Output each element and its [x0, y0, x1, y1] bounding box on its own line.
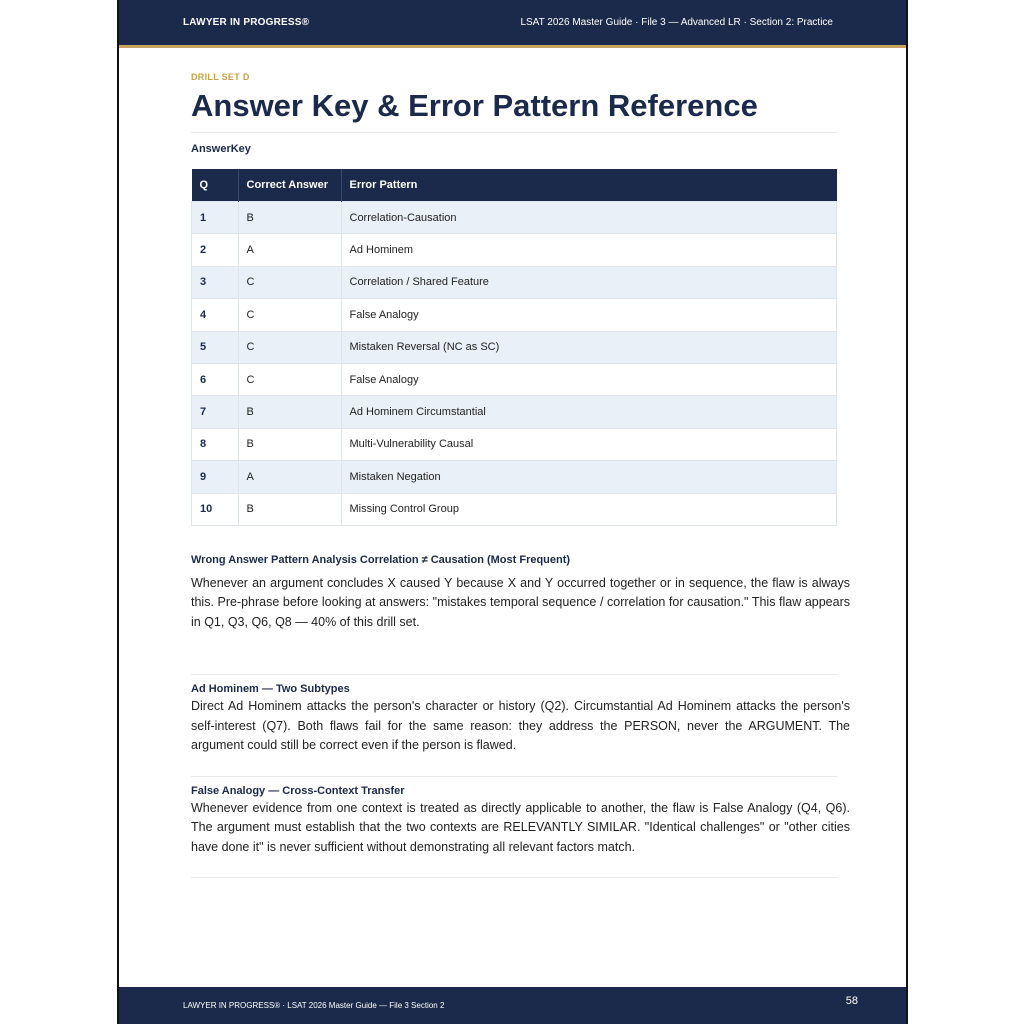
- cell-answer: A: [238, 461, 341, 493]
- page-number: 58: [845, 995, 858, 1007]
- answer-key-table: [191, 169, 837, 526]
- cell-question: 2: [192, 234, 239, 266]
- cell-pattern: Ad Hominem Circumstantial: [341, 396, 837, 428]
- section-ad-hominem: [191, 683, 850, 756]
- section-false-analogy: [191, 784, 850, 858]
- table-row: [192, 363, 837, 395]
- cell-answer: B: [238, 493, 341, 525]
- section-body: Direct Ad Hominem attacks the person's character or history (Q2). Circumstantial Ad Hominem attacks the person's self-interest (Q7). Both flaws fail for the same reason: they address the PERSON, never the ARGUMENT. The argument could still be correct even if the person is flawed.: [191, 699, 850, 753]
- section-body: Whenever an argument concludes X caused Y because X and Y occurred together or in sequence, the flaw is always this. Pre-phrase before looking at answers: "mistakes temporal sequence / correlation for causation." This flaw appears in Q1, Q3, Q6, Q8 — 40% of this drill set.: [191, 575, 850, 629]
- page-title: Answer Key & Error Pattern Reference: [191, 86, 837, 133]
- column-header-pattern: Error Pattern: [341, 169, 837, 202]
- cell-pattern: Correlation-Causation: [341, 202, 837, 234]
- cell-pattern: Mistaken Negation: [341, 461, 837, 493]
- column-header-q: Q: [192, 169, 239, 202]
- section-body: Whenever evidence from one context is treated as directly applicable to another, the flaw is False Analogy (Q4, Q6). The argument must establish that the two contexts are RELEVANTLY SIMILAR. "Identical challenges" or "other cities have done it" is never sufficient without demonstrating all relevant factors match.: [191, 800, 850, 854]
- section-correlation: [191, 553, 850, 633]
- cell-pattern: Ad Hominem: [341, 234, 837, 266]
- cell-pattern: Multi-Vulnerability Causal: [341, 428, 837, 460]
- header-brand: LAWYER IN PROGRESS®: [183, 17, 310, 28]
- answer-key-label: AnswerKey: [191, 143, 251, 155]
- cell-pattern: Missing Control Group: [341, 493, 837, 525]
- cell-question: 9: [192, 461, 239, 493]
- cell-pattern: False Analogy: [341, 363, 837, 395]
- cell-question: 5: [192, 331, 239, 363]
- cell-question: 10: [192, 493, 239, 525]
- section-eyebrow: DRILL SET D: [191, 72, 250, 82]
- table-row: [192, 461, 837, 493]
- table-row: [192, 396, 837, 428]
- cell-question: 3: [192, 266, 239, 298]
- cell-pattern: Mistaken Reversal (NC as SC): [341, 331, 837, 363]
- cell-question: 8: [192, 428, 239, 460]
- table-row: [192, 266, 837, 298]
- table-row: [192, 331, 837, 363]
- cell-question: 6: [192, 363, 239, 395]
- section-title: Wrong Answer Pattern Analysis Correlation ≠ Causation (Most Frequent): [191, 553, 571, 566]
- cell-answer: C: [238, 363, 341, 395]
- section-divider: [191, 674, 837, 675]
- cell-answer: B: [238, 428, 341, 460]
- cell-question: 7: [192, 396, 239, 428]
- header-breadcrumb: LSAT 2026 Master Guide · File 3 — Advanced LR · Section 2: Practice: [520, 17, 833, 28]
- cell-pattern: Correlation / Shared Feature: [341, 266, 837, 298]
- cell-answer: B: [238, 202, 341, 234]
- page-header: [119, 0, 906, 48]
- cell-pattern: False Analogy: [341, 299, 837, 331]
- cell-answer: B: [238, 396, 341, 428]
- table-row: [192, 202, 837, 234]
- cell-answer: C: [238, 331, 341, 363]
- page-footer: [119, 987, 906, 1024]
- footer-text: LAWYER IN PROGRESS® · LSAT 2026 Master Guide — File 3 Section 2: [183, 1001, 445, 1010]
- table-row: [192, 428, 837, 460]
- table-header-row: [192, 169, 837, 202]
- table-row: [192, 299, 837, 331]
- section-divider: [191, 877, 837, 878]
- cell-question: 4: [192, 299, 239, 331]
- cell-answer: A: [238, 234, 341, 266]
- section-divider: [191, 776, 837, 777]
- cell-answer: C: [238, 299, 341, 331]
- section-title: Ad Hominem — Two Subtypes: [191, 683, 350, 696]
- column-header-answer: Correct Answer: [238, 169, 341, 202]
- cell-question: 1: [192, 202, 239, 234]
- document-page: [117, 0, 908, 1024]
- table-row: [192, 234, 837, 266]
- table-row: [192, 493, 837, 525]
- page-content: [191, 72, 850, 878]
- cell-answer: C: [238, 266, 341, 298]
- section-title: False Analogy — Cross-Context Transfer: [191, 784, 405, 797]
